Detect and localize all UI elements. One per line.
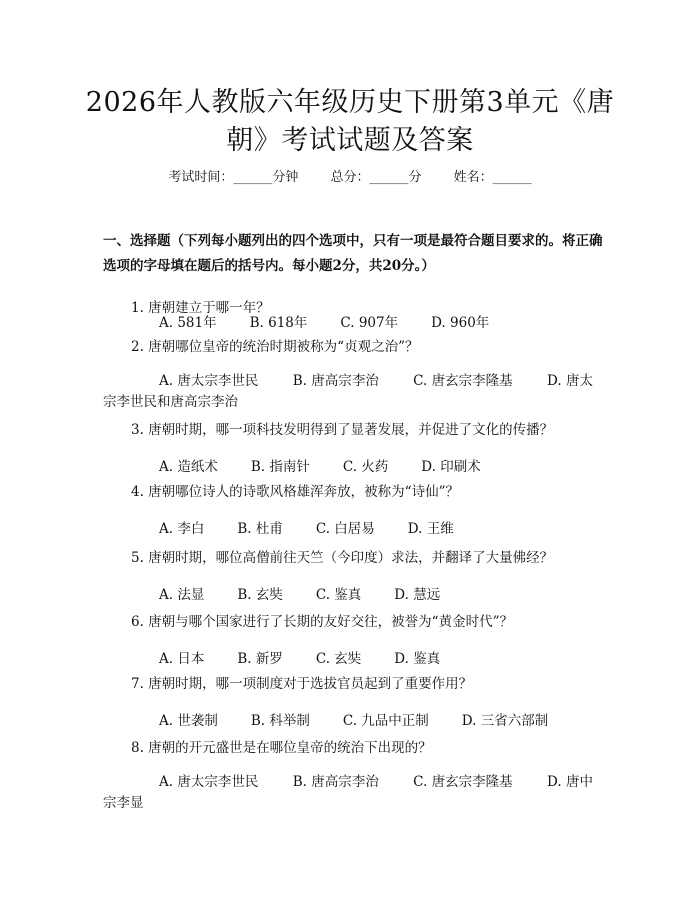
option-c: C. 907年 <box>340 315 399 331</box>
option-a: A. 李白 <box>159 521 205 537</box>
option-d: D. 三省六部制 <box>461 713 549 729</box>
total-score-field: 总分：______分 <box>330 170 422 185</box>
option-c: C. 鉴真 <box>315 587 362 603</box>
option-b: B. 新罗 <box>237 651 283 667</box>
title-line-1: 2026年人教版六年级历史下册第3单元《唐 <box>85 87 615 118</box>
option-c: C. 玄奘 <box>315 651 362 667</box>
option-b: B. 唐高宗李治 <box>292 373 379 389</box>
exam-time-field: 考试时间：______分钟 <box>168 170 299 185</box>
option-b: B. 唐高宗李治 <box>292 774 379 790</box>
option-c: C. 唐玄宗李隆基 <box>413 774 513 790</box>
question-2: 2. 唐朝哪位皇帝的统治时期被称为“贞观之治”？ <box>131 339 419 355</box>
option-d: D. 960年 <box>431 315 490 331</box>
option-d: D. 鉴真 <box>394 651 441 667</box>
question-3: 3. 唐朝时期，哪一项科技发明得到了显著发展，并促进了文化的传播？ <box>131 422 554 438</box>
option-b: B. 618年 <box>249 315 308 331</box>
option-d: D. 唐太宗李世民和唐高宗李治 <box>103 373 593 410</box>
option-c: C. 白居易 <box>315 521 375 537</box>
question-4-options <box>159 520 454 538</box>
question-1: 1. 唐朝建立于哪一年？ <box>131 300 270 316</box>
question-2-options <box>103 371 593 413</box>
option-a: A. 世袭制 <box>159 713 218 729</box>
exam-info <box>0 169 700 187</box>
option-a: A. 581年 <box>159 315 217 331</box>
question-6: 6. 唐朝与哪个国家进行了长期的友好交往，被誉为“黄金时代”？ <box>131 614 513 630</box>
option-b: B. 指南针 <box>250 459 310 475</box>
question-8: 8. 唐朝的开元盛世是在哪位皇帝的统治下出现的？ <box>131 740 432 756</box>
question-5-options <box>159 586 440 604</box>
option-c: C. 火药 <box>342 459 389 475</box>
question-1-options <box>159 314 489 332</box>
option-a: A. 法显 <box>159 587 205 603</box>
question-8-options <box>103 772 593 814</box>
option-d: D. 慧远 <box>394 587 441 603</box>
question-7: 7. 唐朝时期，哪一项制度对于选拔官员起到了重要作用？ <box>131 676 473 692</box>
option-a: A. 唐太宗李世民 <box>159 373 259 389</box>
option-d: D. 印刷术 <box>421 459 481 475</box>
option-a: A. 造纸术 <box>159 459 218 475</box>
question-4: 4. 唐朝哪位诗人的诗歌风格雄浑奔放，被称为“诗仙”？ <box>131 484 459 500</box>
option-a: A. 唐太宗李世民 <box>159 774 259 790</box>
option-a: A. 日本 <box>159 651 205 667</box>
option-c: C. 九品中正制 <box>342 713 429 729</box>
exam-title <box>40 84 660 160</box>
question-7-options <box>159 712 548 730</box>
option-b: B. 杜甫 <box>237 521 283 537</box>
option-c: C. 唐玄宗李隆基 <box>413 373 513 389</box>
option-d: D. 王维 <box>407 521 454 537</box>
option-d: D. 唐中宗李显 <box>103 774 593 811</box>
student-name-field: 姓名：______ <box>453 170 532 185</box>
title-line-2: 朝》考试试题及答案 <box>226 125 474 156</box>
question-6-options <box>159 650 440 668</box>
question-3-options <box>159 458 481 476</box>
option-b: B. 玄奘 <box>237 587 283 603</box>
question-5: 5. 唐朝时期，哪位高僧前往天竺（今印度）求法，并翻译了大量佛经？ <box>131 550 554 566</box>
option-b: B. 科举制 <box>250 713 310 729</box>
section-heading: 一、选择题（下列每小题列出的四个选项中，只有一项是最符合题目要求的。将正确选项的字母填在题后的括号内。每小题2分，共20分。） <box>103 233 603 274</box>
